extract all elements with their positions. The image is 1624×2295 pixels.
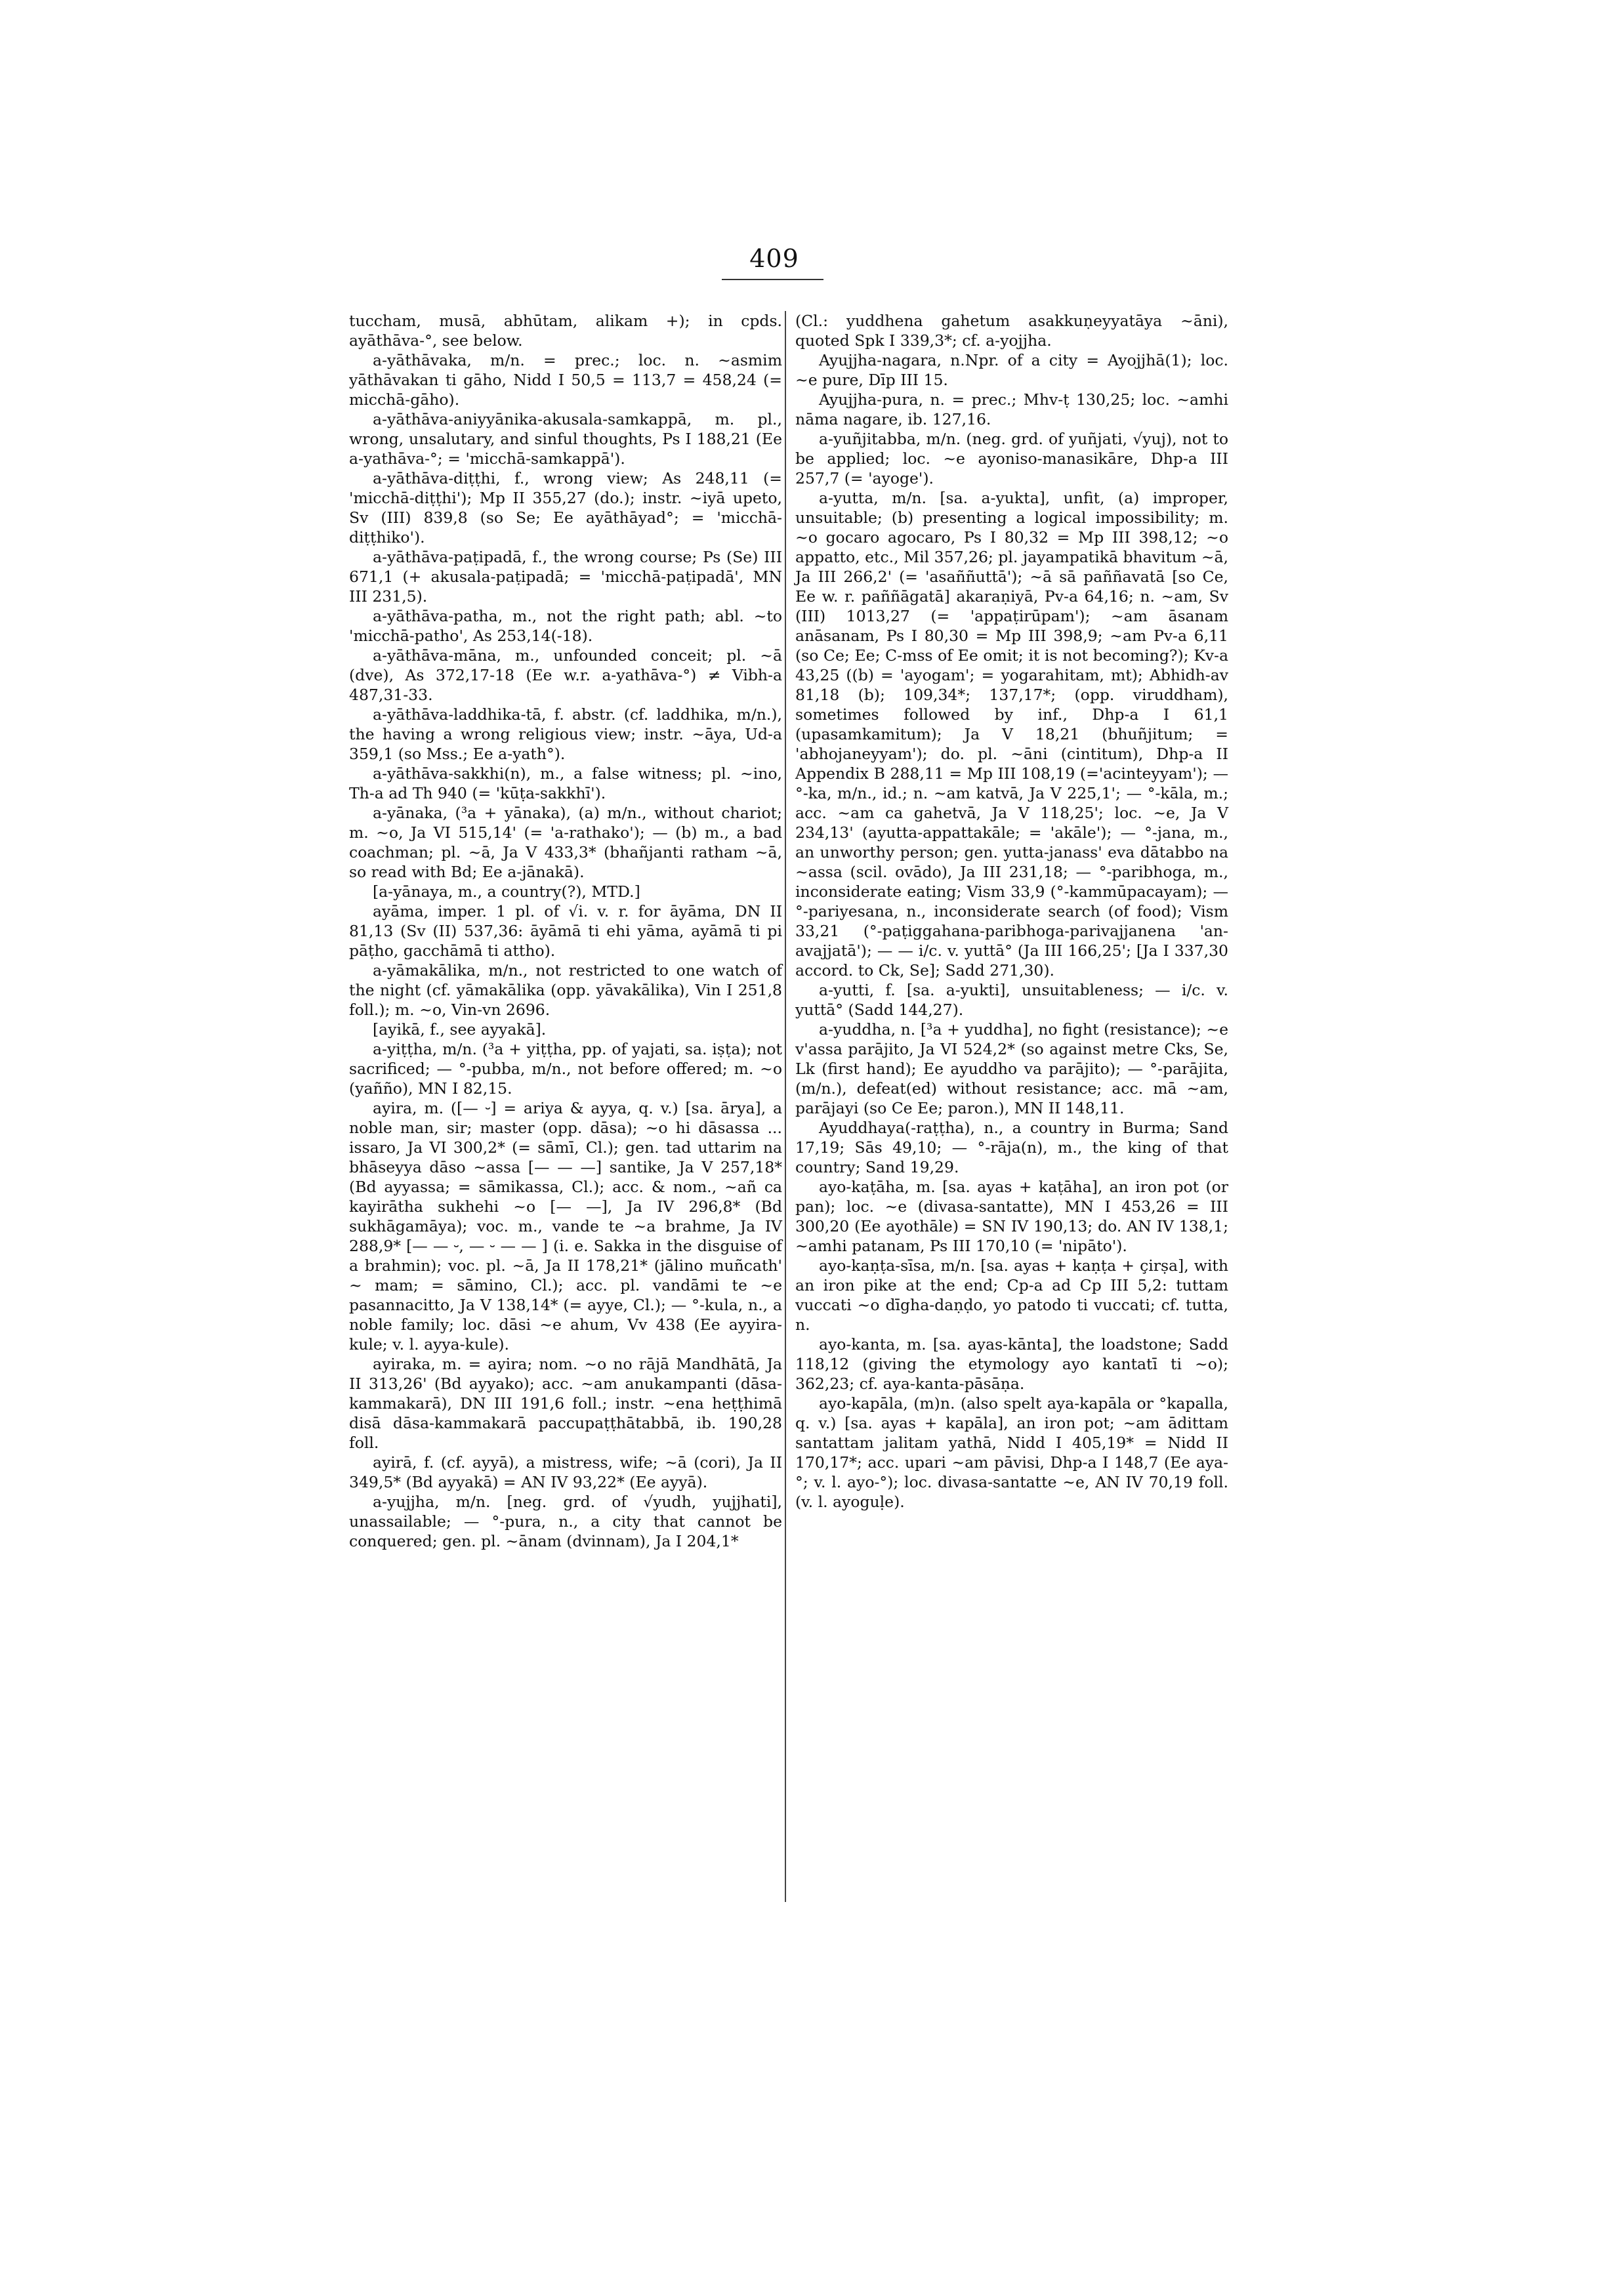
- dictionary-entry: a-yujjha, m/n. [neg. grd. of √yudh, yujjhati], unassailable; — °-pura, n., a city that cannot be conquered; gen. pl. ~ānam (dvinnam), Ja I 204,1*: [349, 1493, 782, 1550]
- page-number-rule: [722, 279, 823, 280]
- page-number: 409: [749, 244, 799, 273]
- dictionary-entry: a-yāthāva-aniyyānika-akusala-samkappā, m. pl., wrong, unsalutary, and sinful thoughts, Ps I 188,21 (Ee a-yathāva-°; = 'micchā-samkappā').: [349, 410, 782, 468]
- dictionary-entry: a-yāthāva-sakkhi(n), m., a false witness; pl. ~ino, Th-a ad Th 940 (= 'kūṭa-sakkhī').: [349, 764, 782, 802]
- right-column: [795, 311, 1228, 1512]
- dictionary-entry: a-yiṭṭha, m/n. (³a + yiṭṭha, pp. of yajati, sa. iṣṭa); not sacrificed; — °-pubba, m/n., not before offered; m. ~o (yañño), MN I 82,15.: [349, 1040, 782, 1098]
- dictionary-entry: a-yāmakālika, m/n., not restricted to one watch of the night (cf. yāmakālika (opp. yāvakālika), Vin I 251,8 foll.); m. ~o, Vin-vn 2696.: [349, 961, 782, 1019]
- dictionary-entry: a-yuñjitabba, m/n. (neg. grd. of yuñjati, √yuj), not to be applied; loc. ~e ayoniso-manasikāre, Dhp-a III 257,7 (= 'ayoge').: [795, 430, 1228, 487]
- dictionary-entry: a-yāthāvaka, m/n. = prec.; loc. n. ~asmim yāthāvakan ti gāho, Nidd I 50,5 = 113,7 = 458,24 (= micchā-gāho).: [349, 351, 782, 409]
- dictionary-entry: ayira, m. ([— ⏑] = ariya & ayya, q. v.) [sa. ārya], a noble man, sir; master (opp. dāsa); ~o hi dāsassa ... issaro, Ja VI 300,2* (= sāmī, Cl.); gen. tad uttarim na bhāseyya dāso ~assa [— — —] santike, Ja V 257,18* (Bd ayyassa; = sāmikassa, Cl.); acc. & nom., ~añ ca kayirātha sukhehi ~o [— —], Ja IV 296,8* (Bd sukhāgamāya); voc. m., vande te ~a brahme, Ja IV 288,9* [— — ⏑, — ⏑ — — ] (i. e. Sakka in the disguise of a brahmin); voc. pl. ~ā, Ja II 178,21* (jālino muñcath' ~ mam; = sāmino, Cl.); acc. pl. vandāmi te ~e pasannacitto, Ja V 138,14* (= ayye, Cl.); — °-kula, n., a noble family; loc. dāsi ~e ahum, Vv 438 (Ee ayyira-kule; v. l. ayya-kule).: [349, 1099, 782, 1354]
- column-divider: [785, 311, 786, 1902]
- dictionary-entry: a-yānaka, (³a + yānaka), (a) m/n., without chariot; m. ~o, Ja VI 515,14' (= 'a-rathako'); — (b) m., a bad coachman; pl. ~ā, Ja V 433,3* (bhañjanti ratham ~ā, so read with Bd; Ee a-jānakā).: [349, 804, 782, 881]
- dictionary-entry: a-yutta, m/n. [sa. a-yukta], unfit, (a) improper, unsuitable; (b) presenting a logical impossibility; m. ~o gocaro agocaro, Ps I 80,32 = Mp III 398,12; ~o appatto, etc., Mil 357,26; pl. jayampatikā bhavitum ~ā, Ja III 266,2' (= 'asaññuttā'); ~ā sā paññavatā [so Ce, Ee w. r. paññāgatā] akaraṇiyā, Pv-a 64,16; n. ~am, Sv (III) 1013,27 (= 'appaṭirūpam'); ~am āsanam anāsanam, Ps I 80,30 = Mp III 398,9; ~am Pv-a 6,11 (so Ce; Ee; C-mss of Ee omit; it is not becoming?); Kv-a 43,25 ((b) = 'ayogam'; = yogarahitam, mt); Abhidh-av 81,18 (b); 109,34*; 137,17*; (opp. viruddham), sometimes followed by inf., Dhp-a I 61,1 (upasamkamitum); Ja V 18,21 (bhuñjitum; = 'abhojaneyyam'); do. pl. ~āni (cintitum), Dhp-a II Appendix B 288,11 = Mp III 108,19 (='acinteyyam'); — °-ka, m/n., id.; n. ~am katvā, Ja V 225,1'; — °-kāla, m.; acc. ~am ca gahetvā, Ja V 118,25'; loc. ~e, Ja V 234,13' (ayutta-appattakāle; = 'akāle'); — °-jana, m., an unworthy person; gen. yutta-janass' eva dātabbo na ~assa (scil. ovādo), Ja III 231,18; — °-paribhoga, m., inconsiderate eating; Vism 33,9 (°-kammūpacayam); — °-pariyesana, n., inconsiderate search (of food); Vism 33,21 (°-paṭiggahana-paribhoga-parivajjanena 'an-avajjatā'); — — i/c. v. yuttā° (Ja III 166,25'; [Ja I 337,30 accord. to Ck, Se]; Sadd 271,30).: [795, 489, 1228, 980]
- left-column: [349, 311, 782, 1551]
- dictionary-entry: [ayikā, f., see ayyakā].: [373, 1020, 547, 1039]
- dictionary-entry: a-yutti, f. [sa. a-yukti], unsuitableness; — i/c. v. yuttā° (Sadd 144,27).: [795, 981, 1228, 1019]
- dictionary-entry: ayiraka, m. = ayira; nom. ~o no rājā Mandhātā, Ja II 313,26' (Bd ayyako); acc. ~am anukampanti (dāsa-kammakarā), DN III 191,6 foll.; instr. ~ena heṭṭhimā disā dāsa-kammakarā paccupaṭṭhātabbā, ib. 190,28 foll.: [349, 1355, 782, 1452]
- dictionary-entry: a-yāthāva-patha, m., not the right path; abl. ~to 'micchā-patho', As 253,14(-18).: [349, 607, 782, 645]
- dictionary-entry: Ayujjha-nagara, n.Npr. of a city = Ayojjhā(1); loc. ~e pure, Dīp III 15.: [795, 351, 1228, 389]
- dictionary-entry: Ayuddhaya(-raṭṭha), n., a country in Burma; Sand 17,19; Sās 49,10; — °-rāja(n), m., the king of that country; Sand 19,29.: [795, 1119, 1228, 1176]
- dictionary-entry: ayo-kaṭāha, m. [sa. ayas + kaṭāha], an iron pot (or pan); loc. ~e (divasa-santatte), MN I 453,26 = III 300,20 (Ee ayothāle) = SN IV 190,13; do. AN IV 138,1; ~amhi patanam, Ps III 170,10 (= 'nipāto').: [795, 1178, 1228, 1255]
- dictionary-entry: ayo-kanta, m. [sa. ayas-kānta], the loadstone; Sadd 118,12 (giving the etymology ayo kantatī ti ~o); 362,23; cf. aya-kanta-pāsāṇa.: [795, 1335, 1228, 1393]
- dictionary-entry: ayirā, f. (cf. ayyā), a mistress, wife; ~ā (cori), Ja II 349,5* (Bd ayyakā) = AN IV 93,22* (Ee ayyā).: [349, 1453, 782, 1491]
- entry-continuation: (Cl.: yuddhena gahetum asakkuṇeyyatāya ~āni), quoted Spk I 339,3*; cf. a-yojjha.: [795, 312, 1228, 350]
- dictionary-entry: a-yāthāva-diṭṭhi, f., wrong view; As 248,11 (= 'micchā-diṭṭhi'); Mp II 355,27 (do.); instr. ~iyā upeto, Sv (III) 839,8 (so Se; Ee ayāthāyad°; = 'micchā-diṭṭhiko').: [349, 469, 782, 547]
- dictionary-entry: a-yuddha, n. [³a + yuddha], no fight (resistance); ~e v'assa parājito, Ja VI 524,2* (so against metre Cks, Se, Lk (first hand); Ee ayuddho va parājito); — °-parājita, (m/n.), defeat(ed) without resistance; acc. mā ~am, parājayi (so Ce Ee; paron.), MN II 148,11.: [795, 1020, 1228, 1117]
- dictionary-entry: Ayujjha-pura, n. = prec.; Mhv-ṭ 130,25; loc. ~amhi nāma nagare, ib. 127,16.: [795, 390, 1228, 428]
- dictionary-entry: [a-yānaya, m., a country(?), MTD.]: [373, 882, 640, 901]
- dictionary-entry: a-yāthāva-māna, m., unfounded conceit; pl. ~ā (dve), As 372,17-18 (Ee w.r. a-yathāva-°) ≠ Vibh-a 487,31-33.: [349, 646, 782, 704]
- dictionary-entry: ayāma, imper. 1 pl. of √i. v. r. for āyāma, DN II 81,13 (Sv (II) 537,36: āyāmā ti ehi yāma, ayāmā ti pi pāṭho, gacchāmā ti attho).: [349, 902, 782, 960]
- dictionary-entry: a-yāthāva-laddhika-tā, f. abstr. (cf. laddhika, m/n.), the having a wrong religious view; instr. ~āya, Ud-a 359,1 (so Mss.; Ee a-yath°).: [349, 705, 782, 763]
- dictionary-entry: a-yāthāva-paṭipadā, f., the wrong course; Ps (Se) III 671,1 (+ akusala-paṭipadā; = 'micchā-paṭipadā', MN III 231,5).: [349, 548, 782, 606]
- dictionary-entry: ayo-kaṇṭa-sīsa, m/n. [sa. ayas + kaṇṭa + çirṣa], with an iron pike at the end; Cp-a ad Cp III 5,2: tuttam vuccati ~o dīgha-daṇḍo, yo patodo ti vuccati; cf. tutta, n.: [795, 1256, 1228, 1334]
- entry-continuation: tuccham, musā, abhūtam, alikam +); in cpds. ayāthāva-°, see below.: [349, 312, 782, 350]
- dictionary-entry: ayo-kapāla, (m)n. (also spelt aya-kapāla or °kapalla, q. v.) [sa. ayas + kapāla], an iron pot; ~am ādittam santattam jalitam yathā, Nidd I 405,19* = Nidd II 170,17*; acc. upari ~am pāvisi, Dhp-a I 148,7 (Ee aya-°; v. l. ayo-°); loc. divasa-santatte ~e, AN IV 70,19 foll. (v. l. ayoguḷe).: [795, 1394, 1228, 1511]
